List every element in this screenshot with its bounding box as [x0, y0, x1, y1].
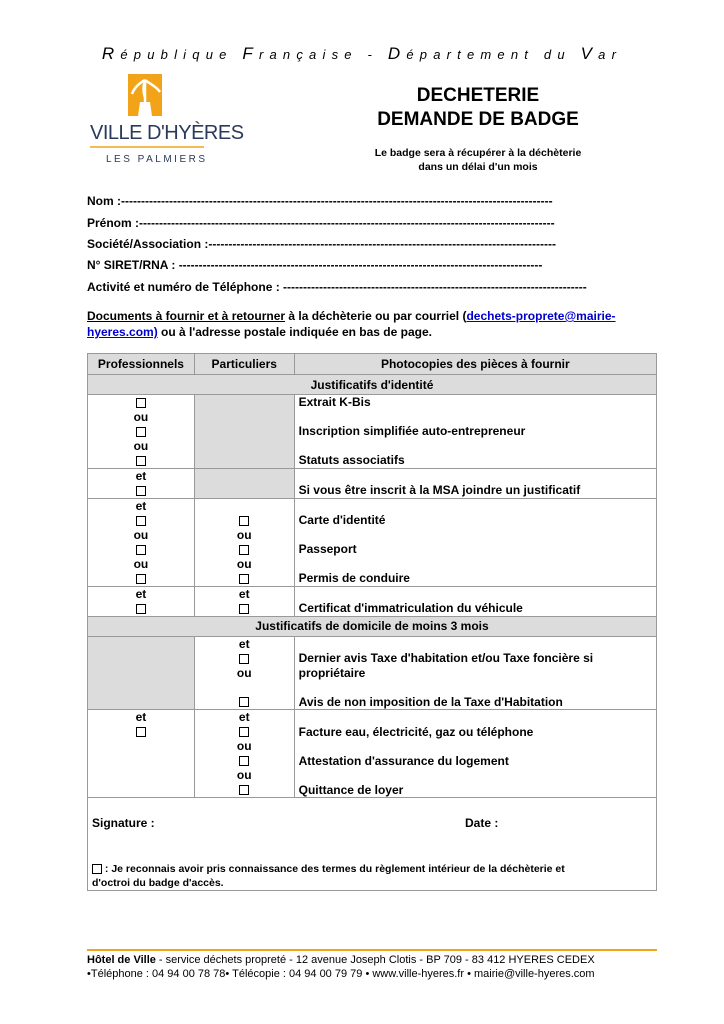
svg-text:VILLE D'HYÈRES: VILLE D'HYÈRES	[90, 122, 244, 144]
documents-instructions: Documents à fournir et à retourner à la déchèterie ou par courriel (dechets-proprete@mairie-hyeres.com) ou à l'adresse postale indiquée en bas de page.	[87, 309, 616, 339]
checkbox[interactable]	[136, 398, 146, 408]
subtitle: Le badge sera à récupérer à la déchèterie dans un délai d'un mois	[374, 147, 582, 173]
checkbox[interactable]	[239, 604, 249, 614]
header-photocopies: Photocopies des pièces à fournir	[294, 354, 656, 375]
ville-hyeres-logo	[88, 72, 244, 177]
checkbox[interactable]	[136, 545, 146, 555]
header-professionnels: Professionnels	[88, 354, 195, 375]
field-prenom[interactable]: Prénom :--------------------------------------------------------------------------------------------------------	[87, 216, 555, 230]
date-label[interactable]: Date :	[465, 816, 499, 830]
documents-table	[87, 353, 657, 891]
svg-text:LES PALMIERS: LES PALMIERS	[106, 154, 208, 165]
field-societe[interactable]: Société/Association :---------------------------------------------------------------------------------------	[87, 237, 557, 251]
field-activite-telephone[interactable]: Activité et numéro de Téléphone : ----------------------------------------------------------------------------	[87, 280, 587, 294]
header-particuliers: Particuliers	[194, 354, 294, 375]
footer-address: Hôtel de Ville - service déchets propreté - 12 avenue Joseph Clotis - BP 709 - 83 412 HYERES CEDEX	[87, 954, 595, 966]
footer-divider	[87, 949, 657, 951]
checkbox[interactable]	[136, 727, 146, 737]
header-republique: République Française - Département du Var	[101, 44, 623, 63]
checkbox[interactable]	[136, 574, 146, 584]
checkbox[interactable]	[239, 756, 249, 766]
signature-row	[88, 798, 657, 891]
checkbox[interactable]	[136, 427, 146, 437]
footer-contact: •Téléphone : 04 94 00 78 78• Télécopie : 04 94 00 79 79 • www.ville-hyeres.fr • mairie@ville-hyeres.com	[87, 968, 595, 980]
checkbox[interactable]	[239, 654, 249, 664]
title-demande-badge: DEMANDE DE BADGE	[377, 109, 579, 130]
checkbox[interactable]	[239, 545, 249, 555]
checkbox[interactable]	[136, 456, 146, 466]
checkbox[interactable]	[239, 574, 249, 584]
checkbox[interactable]	[239, 727, 249, 737]
table-row: et Si vous être inscrit à la MSA joindre un justificatif	[88, 468, 657, 498]
acknowledgement: : Je reconnais avoir pris connaissance des termes du règlement intérieur de la déchèterie et d'octroi du badge d'accès.	[92, 863, 565, 889]
checkbox[interactable]	[136, 486, 146, 496]
table-row: et ou Dernier avis Taxe d'habitation et/ou Taxe foncière si propriétaire Avis de non imposition de la Taxe d'Habitation	[88, 636, 657, 710]
table-row: ou ou Extrait K-Bis Inscription simplifiée auto-entrepreneur Statuts associatifs	[88, 395, 657, 469]
section-domicile: Justificatifs de domicile de moins 3 mois	[88, 616, 657, 636]
field-siret[interactable]: N° SIRET/RNA : -------------------------------------------------------------------------------------------	[87, 258, 543, 272]
title-decheterie: DECHETERIE	[416, 85, 540, 106]
checkbox[interactable]	[239, 785, 249, 795]
table-row: et ou ou ou ou Carte d'identité Passeport Permis de conduire	[88, 498, 657, 586]
table-row: et et Certificat d'immatriculation du véhicule	[88, 586, 657, 616]
checkbox[interactable]	[239, 516, 249, 526]
email-link[interactable]: dechets-proprete@mairie-hyeres.com)	[87, 309, 616, 339]
field-nom[interactable]: Nom :------------------------------------------------------------------------------------------------------------	[87, 194, 553, 208]
table-row: et et ou ou Facture eau, électricité, gaz ou téléphone Attestation d'assurance du logement Quittance de loyer	[88, 710, 657, 798]
signature-label[interactable]: Signature :	[92, 816, 155, 830]
section-identite: Justificatifs d'identité	[88, 375, 657, 395]
checkbox[interactable]	[136, 604, 146, 614]
ack-checkbox[interactable]	[92, 864, 102, 874]
checkbox[interactable]	[239, 697, 249, 707]
checkbox[interactable]	[136, 516, 146, 526]
